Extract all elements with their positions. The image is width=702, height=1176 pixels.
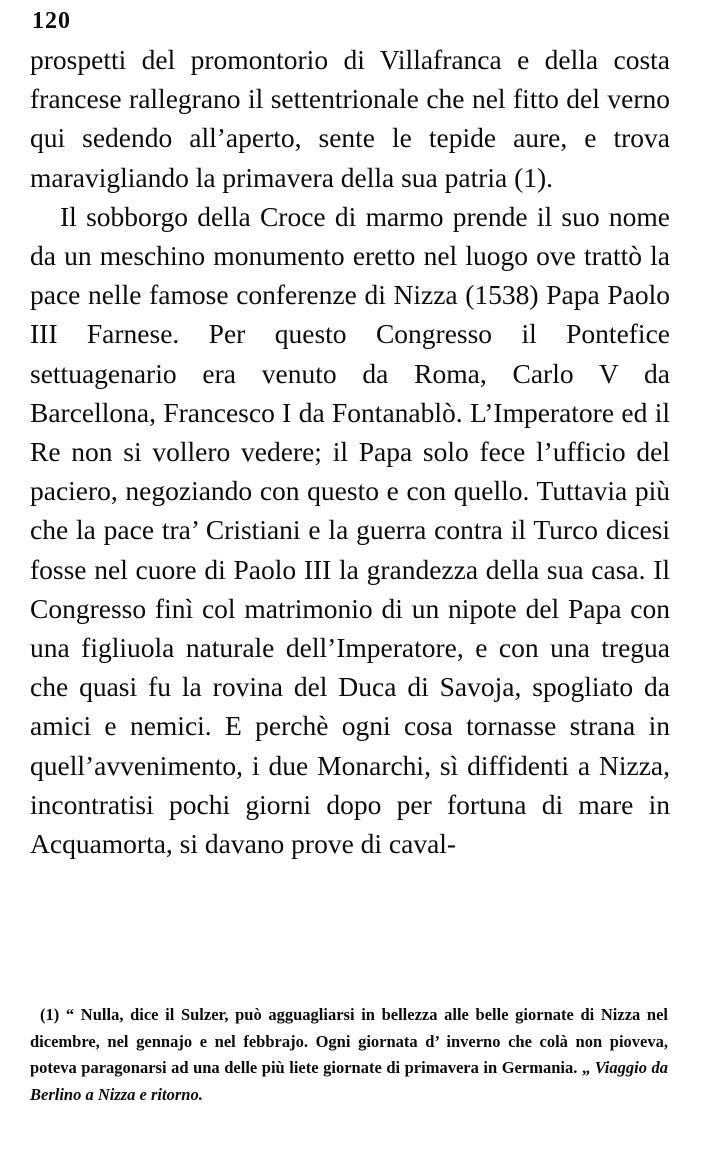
- footnote-source-title: Viaggio da Berlino a Nizza e ritorno.: [30, 1058, 669, 1104]
- footnote-reference: (1).: [514, 161, 554, 193]
- paragraph-1: [30, 40, 670, 197]
- paragraph-1-text: prospetti del promontorio di Villafranca e della costa francese rallegrano il settentrionale che nel fitto del verno qui sedendo all’aperto, sente le tepide aure, e trova maravigliando la primavera della sua patria: [30, 44, 670, 193]
- footnote-marker: (1): [40, 1005, 60, 1024]
- footnote-1: [30, 1002, 668, 1108]
- paragraph-2: Il sobborgo della Croce di marmo prende il suo nome da un meschino monumento eretto nel luogo ove trattò la pace nelle famose conferenze di Nizza (1538) Papa Paolo III Farnese. Per questo Congresso il Pontefice settuagenario era venuto da Roma, Carlo V da Barcellona, Francesco I da Fontanablò. L’Imperatore ed il Re non si vollero vedere; il Papa solo fece l’ufficio del paciero, negoziando con questo e con quello. Tuttavia più che la pace tra’ Cristiani e la guerra contra il Turco dicesi fosse nel cuore di Paolo III la grandezza della sua casa. Il Congresso finì col matrimonio di un nipote del Papa con una figliuola naturale dell’Imperatore, e con una tregua che quasi fu la rovina del Duca di Savoja, spogliato da amici e nemici. E perchè ogni cosa tornasse strana in quell’avvenimento, i due Monarchi, sì diffidenti a Nizza, incontratisi pochi giorni dopo per fortuna di mare in Acquamorta, si davano prove di caval-: [30, 200, 670, 860]
- main-text: [30, 40, 670, 863]
- footnote-text: “ Nulla, dice il Sulzer, può agguagliarsi in bellezza alle belle giornate di Nizza nel dicembre, nel gennajo e nel febbrajo. Ogni giornata d’ inverno che colà non pioveva, poteva paragonarsi ad una delle più liete giornate di primavera in Germania. „: [30, 1005, 668, 1077]
- footnotes: [30, 1002, 668, 1108]
- page-number: 120: [32, 8, 71, 34]
